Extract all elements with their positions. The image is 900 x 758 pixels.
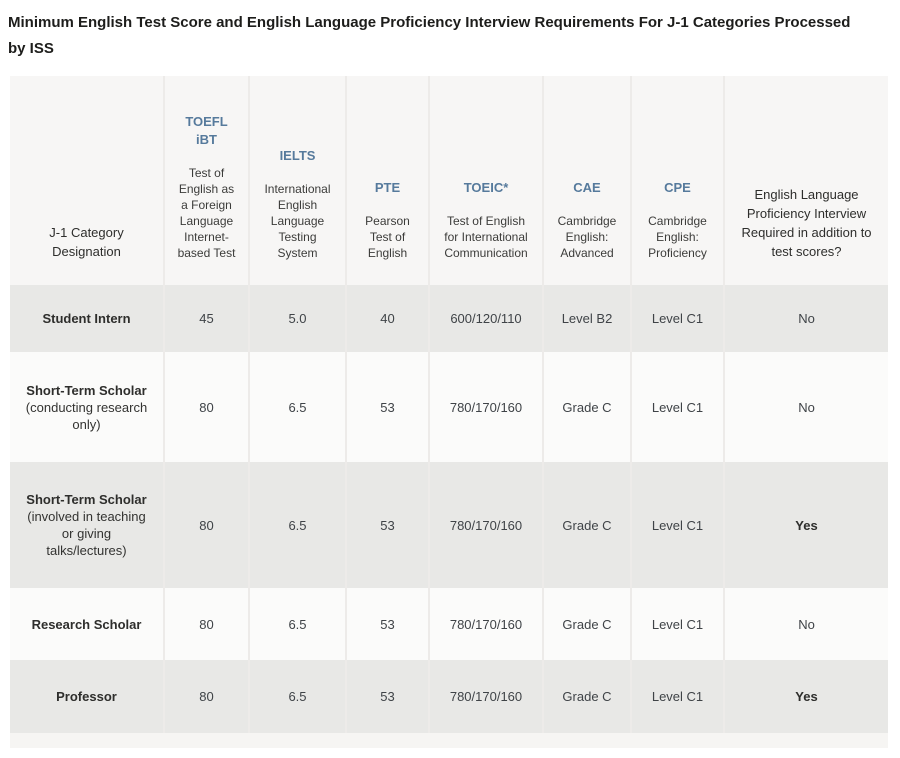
header-ielts: [248, 76, 345, 285]
category-name: Student Intern: [42, 311, 131, 326]
category-name: Professor: [56, 689, 117, 704]
toeic-score: 780/170/160: [428, 352, 542, 462]
toeic-abbr: TOEIC*: [463, 180, 509, 195]
category-name: Short-Term Scholar: [26, 492, 147, 507]
category-note: (involved in teaching or giving talks/lectures): [27, 509, 146, 558]
table-header-row: [10, 76, 888, 285]
category-name: Research Scholar: [31, 616, 142, 632]
header-j1-category-designation: J-1 Category Designation: [10, 76, 163, 285]
table-footer-strip: [10, 733, 888, 748]
cpe-score: Level C1: [630, 660, 723, 733]
cae-score: Grade C: [542, 352, 630, 462]
category-cell: [10, 285, 163, 352]
interview-required-value: Yes: [723, 660, 888, 733]
interview-required-value: No: [723, 588, 888, 660]
table-row-professor: [10, 660, 888, 733]
category-name: Short-Term Scholar: [26, 382, 147, 398]
cpe-abbr: CPE: [664, 180, 691, 195]
pte-score: 53: [345, 352, 428, 462]
interview-required-value: No: [723, 352, 888, 462]
toeic-score: 780/170/160: [428, 462, 542, 588]
interview-required-value: No: [723, 285, 888, 352]
cpe-score: Level C1: [630, 588, 723, 660]
toeic-score: 600/120/110: [428, 285, 542, 352]
ielts-score: 6.5: [248, 462, 345, 588]
toefl-score: 80: [163, 660, 248, 733]
cae-description: Cambridge English: Advanced: [557, 214, 617, 260]
cae-score: Grade C: [542, 588, 630, 660]
toefl-score: 80: [163, 462, 248, 588]
toefl-score: 80: [163, 588, 248, 660]
toeic-description: Test of English for International Communication: [444, 214, 528, 260]
table-row-research-scholar: [10, 588, 888, 660]
pte-score: 53: [345, 660, 428, 733]
ielts-score: 6.5: [248, 588, 345, 660]
header-cae: [542, 76, 630, 285]
header-cpe: [630, 76, 723, 285]
header-toefl-ibt: [163, 76, 248, 285]
toeic-score: 780/170/160: [428, 588, 542, 660]
header-interview-required: English Language Proficiency Interview Required in addition to test scores?: [723, 76, 888, 285]
category-cell: [10, 660, 163, 733]
ielts-score: 6.5: [248, 660, 345, 733]
page-title: Minimum English Test Score and English Language Proficiency Interview Requirements For J-1 Categories Processed by ISS: [8, 14, 851, 57]
category-cell: [10, 588, 163, 660]
cae-score: Level B2: [542, 285, 630, 352]
cae-score: Grade C: [542, 462, 630, 588]
pte-abbr: PTE: [374, 180, 401, 195]
ielts-description: International English Language Testing System: [264, 182, 331, 260]
header-pte: [345, 76, 428, 285]
cae-abbr: CAE: [573, 180, 601, 195]
table-row-short-term-scholar-research: [10, 352, 888, 462]
cpe-score: Level C1: [630, 462, 723, 588]
category-cell: [10, 352, 163, 462]
j1-english-requirements-table: [10, 76, 888, 733]
cpe-score: Level C1: [630, 352, 723, 462]
cae-score: Grade C: [542, 660, 630, 733]
pte-score: 53: [345, 462, 428, 588]
ielts-score: 5.0: [248, 285, 345, 352]
pte-score: 40: [345, 285, 428, 352]
table-row-short-term-scholar-teaching: [10, 462, 888, 588]
toefl-description: Test of English as a Foreign Language Internet-based Test: [177, 166, 236, 260]
pte-description: Pearson Test of English: [365, 214, 410, 260]
toefl-score: 80: [163, 352, 248, 462]
header-toeic: [428, 76, 542, 285]
ielts-abbr: IELTS: [279, 148, 316, 163]
interview-required-value: Yes: [723, 462, 888, 588]
pte-score: 53: [345, 588, 428, 660]
table-row-student-intern: [10, 285, 888, 352]
toefl-abbr: TOEFL iBT: [185, 114, 228, 147]
category-note: (conducting research only): [25, 399, 148, 432]
cpe-description: Cambridge English: Proficiency: [648, 214, 707, 260]
toeic-score: 780/170/160: [428, 660, 542, 733]
toefl-score: 45: [163, 285, 248, 352]
cpe-score: Level C1: [630, 285, 723, 352]
category-cell: [10, 462, 163, 588]
ielts-score: 6.5: [248, 352, 345, 462]
